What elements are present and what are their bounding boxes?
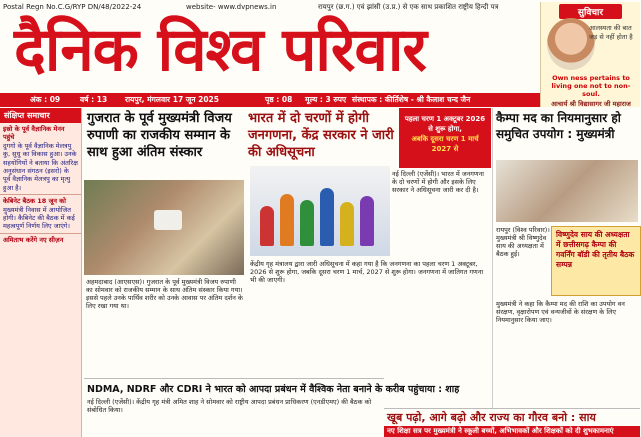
- meeting-photo: [496, 160, 638, 222]
- tagline: रायपुर (छ.ग.) एवं झांसी (उ.प्र.) से एक साथ प्रकाशित राष्ट्रीय हिन्दी पत्र: [318, 3, 499, 11]
- people-figure-icon: [360, 196, 374, 246]
- story-gujarat[interactable]: [84, 108, 244, 378]
- suvichar-heading: सुविचार: [559, 4, 622, 19]
- people-figure-icon: [260, 206, 274, 246]
- brief-item-text: दुगगो के पूर्व वैज्ञानिक मेलत्रपु कु, सुधु का विकास हुआ। उनके सहयोगियों ने बताया कि अंतरिक्ष अनुसंधान संगठन (इसरो) के पूर्व वैज्ञानिक मेलत्रपु का मृत्यु हुआ है।: [3, 141, 78, 192]
- story-headline[interactable]: कैम्पा मद का नियमानुसार हो समुचित उपयोग : मुख्यमंत्री: [496, 111, 621, 141]
- census-phase-badge: [399, 108, 491, 168]
- brief-item-title: केबिनेट बैठक 18 जून को: [3, 197, 66, 206]
- story-school[interactable]: [384, 408, 640, 437]
- story-text-continued: मुख्यमंत्री ने कहा कि कैम्पा मद की राशि का उपयोग वन संरक्षण, वृक्षारोपण एवं वन्यजीवों के संरक्षण के लिए नियमानुसार किया जाए।: [496, 300, 625, 324]
- story-text: केंद्रीय गृह मंत्रालय द्वारा जारी अधिसूचना में कहा गया है कि जनगणना का पहला चरण 1 अक्टूबर, 2026 से शुरू होगा, जबकि दूसरा चरण 1 मार्च, 2027 से शुरू होगा। जनगणना में जातिगत गणना भी की जाएगी।: [250, 260, 484, 284]
- story-text: नई दिल्ली (एजेंसी)। केंद्रीय गृह मंत्री अमित शाह ने सोमवार को राष्ट्रीय आपदा प्रबंधन प्राधिकरण (एनडीएमए) की बैठक को संबोधित किया।: [87, 398, 372, 414]
- postal-registration: Postal Regn No.C.G/RYP DN/48/2022-24: [3, 3, 142, 11]
- badge-line-2: अबकि दूसरा चरण 1 मार्च 2027 से: [411, 135, 479, 153]
- story-census[interactable]: [246, 108, 492, 408]
- badge-line-1: पहला चरण 1 अक्टूबर 2026 से शुरू होगा,: [404, 115, 486, 133]
- story-headline[interactable]: NDMA, NDRF और CDRI ने भारत को आपदा प्रबंधन में वैश्विक नेता बनाने के करीब पहुंचाया : शाह: [87, 384, 460, 395]
- story-text: अहमदाबाद (आएसएस)। गुजरात के पूर्व मुख्यमंत्री विजय रुपाणी का सोमवार को राजकीय सम्मान के साथ अंतिम संस्कार किया गया। इससे पहले उनके पार्थिव शरीर को उनके आवास पर अंतिम दर्शन के लिए रखा गया था।: [86, 278, 243, 310]
- brief-item-title: अमिताभ करेंगे नए सीज़न: [3, 235, 64, 244]
- people-figure-icon: [300, 200, 314, 246]
- people-figure-icon: [280, 194, 294, 246]
- founder: संस्थापक : कीर्तिशेष - श्री कैलाश चन्द जैन: [352, 95, 471, 104]
- story-ndma[interactable]: [84, 378, 460, 437]
- brief-news-item[interactable]: [0, 234, 81, 246]
- brief-news-item[interactable]: [0, 123, 81, 195]
- suvichar-signature: आचार्य श्री विद्यासागर जी महाराज: [551, 100, 631, 108]
- people-figure-icon: [320, 188, 334, 246]
- story-headline[interactable]: भारत में दो चरणों में होगी जनगणना, केंद्र सरकार ने जारी की अधिसूचना: [248, 111, 394, 160]
- issue-date: रायपुर, मंगलवार 17 जून 2025: [125, 95, 219, 104]
- price: मूल्य : 3 रुपए: [305, 95, 347, 104]
- brief-news-item[interactable]: [0, 195, 81, 234]
- brief-item-title: इस्रो के पूर्व वैज्ञानिक मेनन पहुंचे: [3, 125, 65, 142]
- suvichar-quote: आलस्यता की बात जड़ से नहीं होता है: [589, 24, 633, 41]
- issue-number: अंक : 09: [30, 95, 61, 104]
- highlight-box: [551, 226, 641, 296]
- story-campa[interactable]: [492, 108, 640, 408]
- highlight-headline: विष्णुदेव साय की अध्यक्षता में छत्तीसगढ़ कैम्पा की गवर्निंग बॉडी की तृतीय बैठक सम्पन्न: [556, 230, 635, 269]
- census-graphic: [250, 166, 390, 256]
- newspaper-title: दैनिक विश्व परिवार: [14, 15, 426, 85]
- funeral-photo: [84, 180, 244, 275]
- year-number: वर्ष : 13: [80, 95, 108, 104]
- story-text: रायपुर (विश्व परिवार)। मुख्यमंत्री श्री विष्णुदेव साय की अध्यक्षता में बैठक हुई।: [496, 226, 550, 258]
- acharya-portrait: [547, 18, 595, 70]
- story-side-text: नई दिल्ली (एजेंसी)। भारत में जनगणना के दो चरणों में होगी और इसके लिए सरकार ने अधिसूचना जारी कर दी है।: [392, 170, 484, 194]
- suvichar-box: [540, 2, 640, 107]
- story-headline[interactable]: खूब पढ़ो, आगे बढ़ो और राज्य का गौरव बनो : साय: [387, 411, 596, 424]
- brief-item-text: मुख्यमंत्री निवास में आयोजित होगी। कैबिनेट की बैठक में कई महत्वपूर्ण निर्णय लिए जाएंगे।: [3, 205, 75, 231]
- story-subheadline: नए शिक्षा सत्र पर मुख्यमंत्री ने स्कूली बच्चों, अभिभावकों और शिक्षकों को दी शुभकामनाएं: [384, 426, 640, 437]
- website-link[interactable]: website- www.dvpnews.in: [186, 3, 277, 11]
- brief-news-column: [0, 108, 82, 437]
- issue-info-bar: [0, 93, 540, 107]
- suvichar-english: Own ness pertains to living one not to non-soul.: [551, 74, 631, 98]
- people-figure-icon: [340, 202, 354, 246]
- masthead: [0, 12, 540, 92]
- story-headline[interactable]: गुजरात के पूर्व मुख्यमंत्री विजय रुपाणी का राजकीय सम्मान के साथ हुआ अंतिम संस्कार: [87, 111, 232, 160]
- page-count: पृष्ठ : 08: [265, 95, 293, 104]
- brief-news-heading: संक्षिप्त समाचार: [0, 108, 81, 123]
